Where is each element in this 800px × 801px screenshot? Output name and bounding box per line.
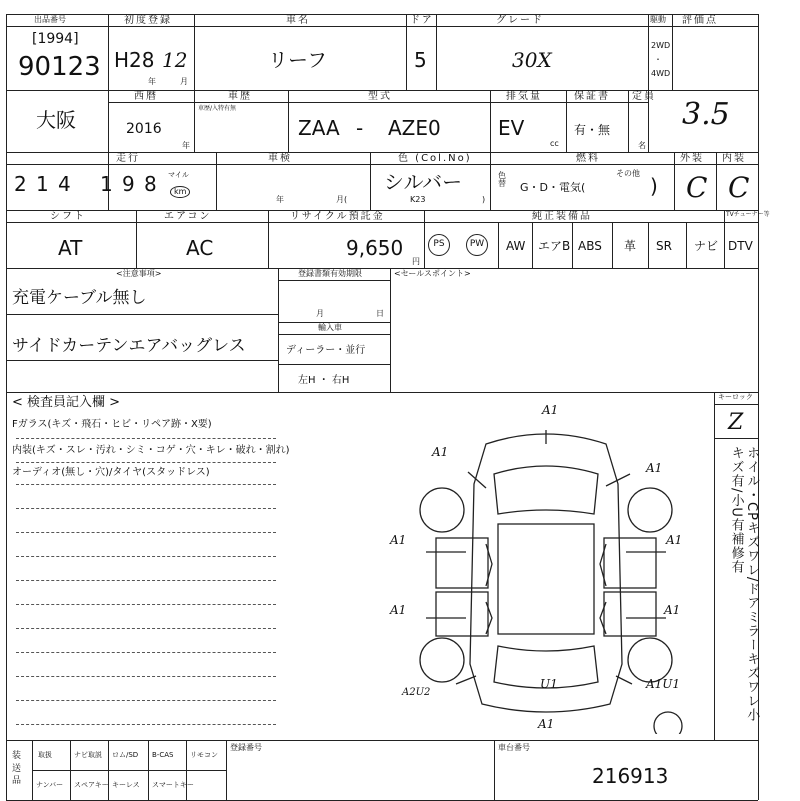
- damage-mark: A1: [432, 445, 449, 459]
- interior: C: [728, 171, 750, 204]
- drive-label: 駆動: [650, 15, 666, 24]
- footer-col: リモコン: [190, 751, 218, 759]
- damage-mark: A1U1: [646, 677, 681, 691]
- mileage-digit: 2: [14, 172, 27, 196]
- shift: AT: [58, 236, 83, 260]
- equip-navi: ナビ: [694, 239, 719, 253]
- fuel-close: ): [650, 174, 658, 198]
- footer-col: ロム/SD: [112, 751, 139, 759]
- footer-col: B-CAS: [152, 751, 174, 759]
- drive-2wd: 2WD: [651, 41, 671, 50]
- first-reg-value: H28: [114, 48, 155, 72]
- history-sub: 車歴/入特有無: [198, 105, 237, 112]
- score-label: 評価点: [682, 15, 718, 26]
- lot-number: 90123: [18, 52, 101, 82]
- car-name: リーフ: [268, 48, 327, 72]
- equip-pw: PW: [466, 234, 488, 256]
- footer-side-label: 装送品: [12, 751, 22, 787]
- equip-leather: 革: [624, 239, 637, 253]
- recycle-amount: 9,650: [346, 236, 404, 260]
- mileage-digit: 8: [144, 172, 157, 196]
- model-label: 型式: [368, 91, 392, 102]
- damage-mark: A1: [664, 603, 681, 617]
- equip-dtv: DTV: [728, 239, 753, 253]
- damage-mark: A1: [666, 533, 683, 547]
- equip-aw: AW: [506, 239, 526, 253]
- recycle-label: リサイクル預託金: [290, 211, 385, 222]
- equip-airbag: エアB: [538, 239, 571, 253]
- grade: 30X: [512, 48, 552, 72]
- doc-month: 月: [316, 309, 324, 318]
- western-year: 2016: [126, 121, 162, 137]
- doors: 5: [414, 48, 427, 72]
- history-label: 車歴: [228, 91, 252, 102]
- first-reg-month: 12: [162, 48, 188, 72]
- fuel-other: その他: [616, 169, 640, 178]
- reg-number-label: 登録番号: [230, 743, 262, 752]
- damage-mark: A1: [542, 403, 559, 417]
- inspection-label: 車検: [268, 153, 292, 164]
- chassis-number: 216913: [592, 764, 669, 788]
- region: 大阪: [36, 108, 76, 132]
- keylock-value: Z: [728, 410, 744, 435]
- mileage-digit: 1: [100, 172, 113, 196]
- color-code: K23: [410, 195, 426, 204]
- handle-value: 左H ・ 右H: [298, 375, 350, 386]
- shift-label: シフト: [50, 211, 86, 222]
- inspector-label: < 検査員記入欄 >: [12, 395, 121, 410]
- equip-abs: ABS: [578, 239, 602, 253]
- mileage-unit-km: km: [170, 186, 190, 198]
- color-label: 色 (Col.No): [398, 153, 472, 164]
- inspector-line-2: 内装(キズ・スレ・汚れ・シミ・コゲ・穴・キレ・破れ・割れ): [12, 445, 290, 456]
- caution-line-1: 充電ケーブル無し: [12, 288, 147, 308]
- footer-col: スペアキー: [74, 781, 109, 789]
- fuel-options: G・D・電気(: [520, 181, 586, 194]
- tv-label: TVチューナー等: [726, 211, 770, 218]
- western-year-label: 西暦: [134, 91, 158, 102]
- chassis-label: 車台番号: [498, 743, 530, 752]
- capacity-unit: 名: [638, 141, 646, 150]
- mileage-digit: 9: [122, 172, 135, 196]
- interior-label: 内装: [722, 153, 746, 164]
- footer-col: スマートキー: [152, 781, 194, 789]
- damage-mark: A1: [390, 533, 407, 547]
- yen-unit: 円: [412, 257, 420, 266]
- caution-line-2: サイドカーテンエアバッグレス: [12, 336, 246, 356]
- displacement: EV: [498, 116, 525, 140]
- color: シルバー: [384, 170, 463, 194]
- mileage-unit-mile: マイル: [168, 171, 189, 179]
- mileage-digit: 1: [36, 172, 49, 196]
- year-bracket: [1994]: [32, 31, 79, 47]
- grade-label: グレード: [496, 15, 544, 26]
- damage-mark: A1: [538, 717, 555, 731]
- equipment-label: 純正装備品: [532, 211, 592, 222]
- exterior: C: [686, 171, 708, 204]
- mileage-label: 走行: [116, 153, 140, 164]
- auction-label: 出品番号: [34, 15, 66, 24]
- recolor-label: 色替: [498, 171, 506, 188]
- auction-sheet: [6, 14, 770, 800]
- model-prefix: ZAA: [298, 116, 340, 140]
- damage-mark: U1: [540, 677, 558, 691]
- inspector-line-3: オーディオ(無し・穴)/タイヤ(スタッドレス): [12, 467, 210, 478]
- drive-4wd: 4WD: [651, 69, 671, 78]
- equip-sr: SR: [656, 239, 672, 253]
- mileage-digit: 4: [58, 172, 71, 196]
- color-close: ): [482, 195, 486, 204]
- warranty-value: 有・無: [574, 123, 611, 137]
- car-name-label: 車名: [286, 15, 310, 26]
- import-value: ディーラー・並行: [286, 345, 366, 356]
- month-unit: 月: [180, 77, 188, 86]
- exterior-label: 外装: [680, 153, 704, 164]
- footer-col: ナンバー: [36, 781, 64, 789]
- damage-mark: A2U2: [402, 687, 431, 698]
- score: 3.5: [682, 97, 730, 132]
- import-label: 輸入車: [318, 323, 342, 332]
- footer-col: キーレス: [112, 781, 140, 789]
- first-reg-label: 初度登録: [124, 15, 172, 26]
- cc-unit: cc: [550, 139, 559, 148]
- model-dash: -: [356, 116, 364, 140]
- inspection-year: 年: [276, 195, 284, 204]
- doc-day: 日: [376, 309, 384, 318]
- keylock-label: キーロック: [718, 393, 753, 401]
- inspector-line-1: Fガラス(キズ・飛石・ヒビ・リペア跡・X要): [12, 419, 212, 430]
- caution-label: <注意事項>: [116, 269, 162, 278]
- footer-col: 取扱: [38, 751, 52, 759]
- doc-label: 登録書類有効期限: [298, 269, 362, 278]
- door-label: ドア: [410, 15, 434, 26]
- equip-ps: PS: [428, 234, 450, 256]
- damage-mark: A1: [646, 461, 663, 475]
- damage-mark: A1: [390, 603, 407, 617]
- inspection-month: 月(: [336, 195, 348, 204]
- ac: AC: [186, 236, 214, 260]
- sales-label: <セールスポイント>: [394, 269, 471, 278]
- warranty-label: 保証書: [574, 91, 610, 102]
- year-unit: 年: [148, 77, 156, 86]
- fuel-label: 燃料: [576, 153, 600, 164]
- footer-col: ナビ取説: [74, 751, 102, 759]
- drive-dot: ・: [654, 55, 662, 64]
- inspector-vertical-note: ホイル・CPキズワレ/ドアミラーキズワレ小キズ有/小U有補修有: [728, 446, 760, 723]
- ac-label: エアコン: [164, 211, 212, 222]
- model-code: AZE0: [388, 116, 441, 140]
- capacity-label: 定員: [632, 91, 656, 102]
- western-year-unit: 年: [182, 141, 190, 150]
- displacement-label: 排気量: [506, 91, 542, 102]
